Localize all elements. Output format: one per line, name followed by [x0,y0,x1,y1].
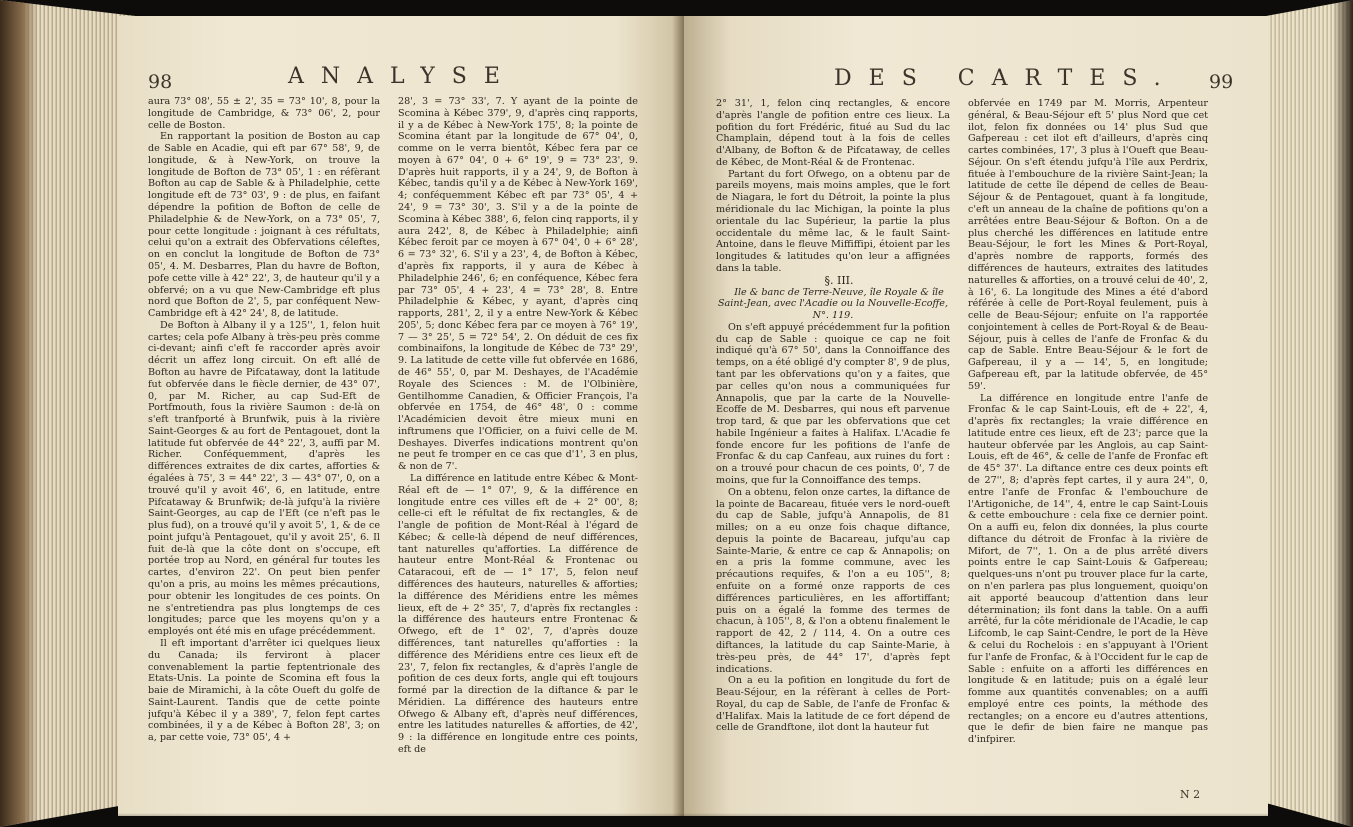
section-heading: §. III. [824,273,854,287]
right-running-head: DES CARTES. [834,66,1178,91]
right-page [684,16,1268,816]
right-page-edges [1263,0,1353,827]
paragraph: Il eft important d'arrêter ici quelques lieux du Canada; ils ferviront à placer convenablement la partie feptentrionale des Etats-Unis. La pointe de Scomina eft fous la baie de Miramichi, à la côte Oueft du golfe de Saint-Laurent. Tandis que de cette pointe jufqu'à Kébec il y a 389', 7, felon fept cartes combinées, il y a de Kébec à Bofton 28', 3; on a, par cette voie, 73° 05', 4 + [148,637,380,744]
left-column-2 [398,96,638,808]
paragraph: On a obtenu, felon onze cartes, la diftance de la pointe de Bacareau, fituée vers le nord-oueft du cap de Sable, jufqu'à Annapolis, de 81 milles; on a eu onze fois chaque diftance, depuis la pointe de Bacareau, jufqu'au cap Sainte-Marie, & entre ce cap & Annapolis; on en a pris la fomme commune, avec les précautions requifes, & l'on a eu 105'', 8; enfuite on a formé onze rapports de ces différences particulières, en les affortiffant; puis on a égalé la fomme des termes de chacun, à 105'', 8, & l'on a obtenu finalement le rapport de 42, 2 / 114, 4. On a outre ces diftances, la latitude du cap Sainte-Marie, à très-peu près, de 44° 17', d'après fept indications. [716,486,950,675]
paragraph: obfervée en 1749 par M. Morris, Arpenteur général, & Beau-Séjour eft 5' plus Nord que cet ilot, felon fix données ou 14' plus Sud que Gafpereau : cet ilot eft d'ailleurs, d'après cinq cartes combinées, 17', 3 plus à l'Oueft que Beau-Séjour. On s'eft étendu jufqu'à l'île aux Perdrix, fituée à l'embouchure de la rivière Saint-Jean; la latitude de cette île dépend de celles de Beau-Séjour & de Pentagouet, quant à fa longitude, c'eft un anneau de la chaîne de pofitions qu'on a arrêtées entre Beau-Séjour & Bofton. On a de plus cherché les différences en latitude entre Beau-Séjour, le fort les Mines & Port-Royal, d'après nombre de rapports, formés des différences de hauteurs, extraites des latitudes naturelles & afforties, on a trouvé celui de 40', 2, à 16', 6. La longitude des Mines a été d'abord référée à celle de Port-Royal feulement, puis à celle de Beau-Séjour; enfuite on l'a rapportée conjointement à celles de Port-Royal & de Beau-Séjour, puis à celles de l'anfe de Fronfac & du cap de Sable. Entre Beau-Séjour & le fort de Gafpereau, il y a — 14', 5, en longitude; Gafpereau eft, par la latitude obfervée, de 45° 59'. [968,98,1208,392]
right-page-number: 99 [1209,71,1234,93]
paragraph: 28', 3 = 73° 33', 7. Y ayant de la pointe de Scomina à Kébec 379', 9, d'après cinq rapports, il y a de Kébec à New-York 175', 8; la pointe de Scomina étant par la longitude de 67° 04', 0, comme on le verra bientôt, Kébec fera par ce moyen à 67° 04', 0 + 6° 19', 9 = 73° 23', 9. D'après huit rapports, il y a 24', 9, de Bofton à Kébec, tandis qu'il y a de Kébec à New-York 169', 4; conféquemment Kébec eft par 73° 05', 4 + 24', 9 = 73° 30', 3. S'il y a de la pointe de Scomina à Kébec 388', 6, felon cinq rapports, il y aura 242', 8, de Kébec à Philadelphie; ainfi Kébec feroit par ce moyen à 67° 04', 0 + 6° 28', 6 = 73° 32', 6. S'il y a 23', 4, de Bofton à Kébec, d'après fix rapports, il y aura de Kébec à Philadelphie 246', 6; en conféquence, Kébec fera par 73° 05', 4 + 23', 4 = 73° 28', 8. Entre Philadelphie & Kébec, y ayant, d'après cinq rapports, 281', 2, il y a entre New-York & Kébec 205', 5; donc Kébec fera par ce moyen à 76° 19', 7 — 3° 25', 5 = 72° 54', 2. On déduit de ces fix combinaifons, la longitude de Kébec de 73° 29', 9. La latitude de cette ville fut obfervée en 1686, de 46° 55', 0, par M. Deshayes, de l'Académie Royale des Sciences : M. de l'Olbinière, Gentilhomme Canadien, & Officier François, l'a obfervée en 1754, de 46° 48', 0 : comme l'Académicien devoit être mieux muni en inftrumens que l'Officier, on a fuivi celle de M. Deshayes. Diverfes indications montrent qu'on ne peut fe tromper en ce cas que d'1', 3 en plus, & non de 7'. [398,96,638,473]
bottom-shadow [118,813,1268,827]
paragraph: En rapportant la position de Boston au cap de Sable en Acadie, qui eft par 67° 58', 9, de longitude, & à New-York, on trouve la longitude de Bofton de 73° 05', 1 : en réfèrant Bofton au cap de Sable & à Philadelphie, cette longitude eft de 73° 03', 9 : de plus, en faifant dépendre la pofition de Bofton de celle de Philadelphie & de New-York, on a 73° 05', 7, pour cette longitude : joignant à ces réfultats, celui qu'on a extrait des Obfervations céleftes, on en conclut la longitude de Bofton de 73° 05', 4. M. Desbarres, Plan du havre de Bofton, pofe cette ville à 42° 22', 3, de hauteur qu'il y a obfervé; on a vu que New-Cambridge eft plus nord que Bofton de 2', 5, par conféquent New-Cambridge eft à 42° 24', 8, de latitude. [148,131,380,320]
paragraph: Partant du fort Ofwego, on a obtenu par de pareils moyens, mais moins amples, que le fort de Niagara, le fort du Détroit, la pointe la plus méridionale du lac Michigan, la pointe la plus orientale du lac Supérieur, la partie la plus occidentale du même lac, & le fault Saint-Antoine, dans le fleuve Miffiffipi, étoient par les longitudes & latitudes qu'on leur a affignées dans la table. [716,168,950,274]
section-title: Ile & banc de Terre-Neuve, île Royale & île Saint-Jean, avec l'Acadie ou la Nouvelle-Ecoffe, N°. 119. [717,286,949,322]
left-running-head: ANALYSE [288,64,517,89]
paragraph: De Bofton à Albany il y a 125'', 1, felon huit cartes; cela pofe Albany à très-peu près comme ci-devant; ainfi c'eft fe raccorder après avoir décrit un affez long circuit. On eft allé de Bofton au havre de Pifcataway, dont la latitude fut obfervée dans le fiècle dernier, de 43° 07', 0, par M. Richer, au cap Sud-Eft de Portfmouth, fous la rivière Saumon : de-là on s'eft tranfporté à Brunfwik, puis à la rivière Saint-Georges & au fort de Pentagouet, dont la latitude fut obfervée de 44° 22', 3, auffi par M. Richer. Conféquemment, d'après les différences extraites de dix cartes, afforties & égalées à 75', 3 = 44° 22', 3 — 43° 07', 0, on a trouvé qu'il y avoit 46', 6, en latitude, entre Pifcataway & Brunfwik; de-là jufqu'à la rivière Saint-Georges, au cap de l'Eft (ce n'eft pas le plus fud), on a trouvé qu'il y avoit 5', 1, & de ce point jufqu'à Pentagouet, qu'il y avoit 25', 6. Il fuit de-là que la côte dont on s'occupe, eft portée trop au Nord, en général fur toutes les cartes, d'environ 22'. On peut bien penfer qu'on a pris, au moins les mêmes précautions, pour obtenir les longitudes de ces points. On ne s'entretiendra pas plus longtemps de ces longitudes; parce que les moyens qu'on y a employés ont été mis en ufage précédemment. [148,319,380,638]
paragraph: On s'eft appuyé précédemment fur la pofition du cap de Sable : quoique ce cap ne foit indiqué qu'à 67° 50', dans la Connoiffance des temps, on a été obligé d'y compter 8', 9 de plus, tant par les obfervations qu'on y a faites, que par celles qu'on nous a communiquées fur Annapolis, que par la carte de la Nouvelle-Ecoffe de M. Desbarres, qui nous eft parvenue trop tard, & que par les obfervations que cet habile Ingénieur a faites à Halifax. L'Acadie fe fonde encore fur les pofitions de l'anfe de Fronfac & du cap Canfeau, aux ruines du fort : on a trouvé pour chacun de ces points, 0', 7 de moins, que fur la Connoiffance des temps. [716,321,950,486]
right-column-1 [716,98,950,808]
paragraph: aura 73° 08', 55 ± 2', 35 = 73° 10', 8, pour la longitude de Cambridge, & 73° 06', 2, pour celle de Boston. [148,96,380,131]
paragraph: 2° 31', 1, felon cinq rectangles, & encore d'après l'angle de pofition entre ces lieux. La pofition du fort Frédéric, fitué au Sud du lac Champlain, dépend tout à la fois de celles d'Albany, de Bofton & de Pifcataway, de celles de Kébec, de Mont-Réal & de Frontenac. [716,98,950,168]
signature-mark: N 2 [1180,788,1201,801]
right-column-2 [968,98,1208,788]
left-column-1 [148,96,380,808]
left-page [118,16,684,816]
paragraph: La différence en longitude entre l'anfe de Fronfac & le cap Saint-Louis, eft de + 22', 4, d'après fix rectangles; la vraie différence en latitude entre ces lieux, eft de 23'; parce que la hauteur obfervée par les Anglois, au cap Saint-Louis, eft de 46°, & celle de l'anfe de Fronfac eft de 45° 37'. La diftance entre ces deux points eft de 27'', 8; d'après fept cartes, il y aura 24'', 0, entre l'anfe de Fronfac & l'embouchure de l'Artigoniche, de 14'', 4, entre le cap Saint-Louis & cette embouchure : cela fixe ce dernier point. On a auffi eu, felon dix données, la plus courte diftance du détroit de Fronfac à la rivière de Mifort, de 7'', 1. On a de plus arrêté divers points entre le cap Saint-Louis & Gafpereau; quelques-uns n'ont pu trouver place fur la carte, on n'en parlera pas plus longuement, quoiqu'on ait apporté beaucoup d'attention dans leur détermination; ils font dans la table. On a auffi arrêté, fur la côte méridionale de l'Acadie, le cap Lifcomb, le cap Saint-Cendre, le port de la Hève & celui du Rochelois : en s'appuyant à l'Orient fur l'anfe de Fronfac, & à l'Occident fur le cap de Sable : enfuite on a afforti les différences en longitude & en latitude; puis on a égalé leur fomme aux quantités convenables; on a auffi employé entre ces points, la méthode des rectangles; on a encore eu d'autres attentions, que le defir de bien faire ne manque pas d'infpirer. [968,392,1208,746]
left-page-number: 98 [148,71,173,93]
paragraph: On a eu la pofition en longitude du fort de Beau-Séjour, en la réfèrant à celles de Port-Royal, du cap de Sable, de l'anfe de Fronfac & d'Halifax. Mais la latitude de ce fort dépend de celle de Grandftone, ilot dont la hauteur fut [716,675,950,734]
paragraph: La différence en latitude entre Kébec & Mont-Réal eft de — 1° 07', 9, & la différence en longitude entre ces villes eft de + 2° 00', 8; celle-ci eft le réfultat de fix rectangles, & de l'angle de pofition de Mont-Réal à l'égard de Kébec; & celle-là dépend de neuf différences, tant naturelles qu'afforties. La différence de hauteur entre Mont-Réal & Frontenac ou Cataracoui, eft de — 1° 17', 5, felon neuf différences des hauteurs, naturelles & afforties; la différence des Méridiens entre les mêmes lieux, eft de + 2° 35', 7, d'après fix rectangles : la différence des hauteurs entre Frontenac & Ofwego, eft de 1° 02', 7, d'après douze différences, tant naturelles qu'afforties : la différence des Méridiens entre ces lieux eft de 23', 7, felon fix rectangles, & d'après l'angle de pofition de ces deux forts, angle qui eft toujours formé par la direction de la diftance & par le Méridien. La différence des hauteurs entre Ofwego & Albany eft, d'après neuf différences, entre les latitudes naturelles & afforties, de 42', 9 : la différence en longitude entre ces points, eft de [398,473,638,755]
